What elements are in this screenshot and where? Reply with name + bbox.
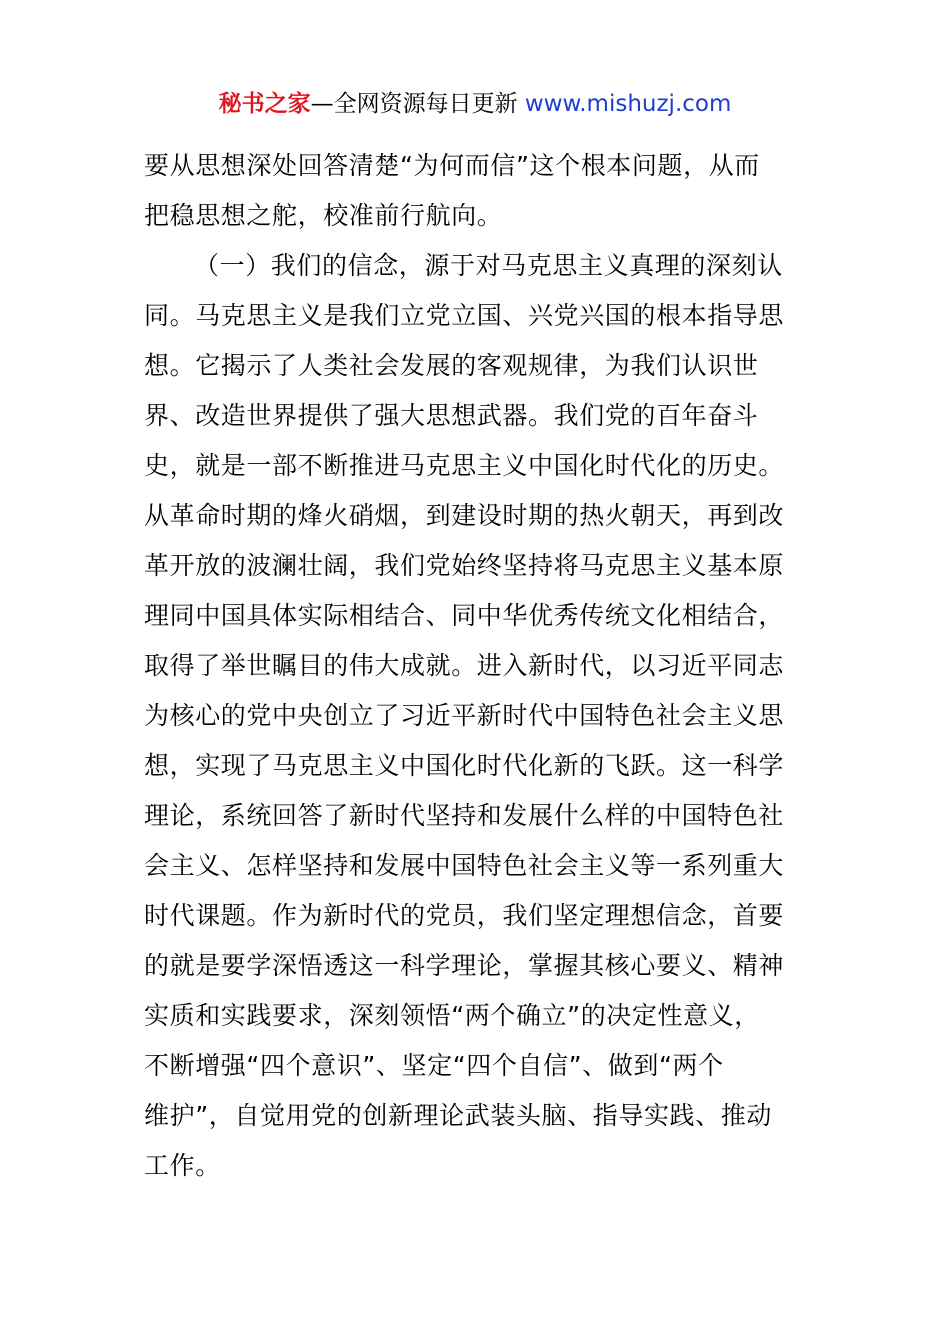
text-line: 革开放的波澜壮阔，我们党始终坚持将马克思主义基本原 xyxy=(144,551,785,580)
text-line: 想。它揭示了人类社会发展的客观规律，为我们认识世 xyxy=(144,351,759,380)
text-line: 工作。 xyxy=(144,1151,221,1180)
text-line: 想，实现了马克思主义中国化时代化新的飞跃。这一科学 xyxy=(144,751,785,780)
document-body xyxy=(144,141,810,1191)
text-line: 不断增强“四个意识”、坚定“四个自信”、做到“两个 xyxy=(144,1051,724,1080)
text-line: 为核心的党中央创立了习近平新时代中国特色社会主义思 xyxy=(144,701,785,730)
text-line: 界、改造世界提供了强大思想武器。我们党的百年奋斗 xyxy=(144,401,759,430)
text-line: 维护”，自觉用党的创新理论武装头脑、指导实践、推动 xyxy=(144,1101,772,1130)
text-line: 实质和实践要求，深刻领悟“两个确立”的决定性意义， xyxy=(144,1001,760,1030)
text-line: 取得了举世瞩目的伟大成就。进入新时代，以习近平同志 xyxy=(144,651,785,680)
text-line: 把稳思想之舵，校准前行航向。 xyxy=(144,201,503,230)
text-line: 理论，系统回答了新时代坚持和发展什么样的中国特色社 xyxy=(144,801,785,830)
text-line: 的就是要学深悟透这一科学理论，掌握其核心要义、精神 xyxy=(144,951,785,980)
header-tagline: —全网资源每日更新 xyxy=(310,91,518,117)
text-line: 时代课题。作为新时代的党员，我们坚定理想信念，首要 xyxy=(144,901,785,930)
text-line: 会主义、怎样坚持和发展中国特色社会主义等一系列重大 xyxy=(144,851,785,880)
brand-name: 秘书之家 xyxy=(218,91,311,117)
text-line: 要从思想深处回答清楚“为何而信”这个根本问题，从而 xyxy=(144,151,760,180)
site-url-link[interactable]: www.mishuzj.com xyxy=(524,91,732,117)
text-line: 史，就是一部不断推进马克思主义中国化时代化的历史。 xyxy=(144,451,785,480)
page-header xyxy=(0,86,950,122)
section-heading-line: （一）我们的信念，源于对马克思主义真理的深刻认 xyxy=(194,251,783,280)
text-line: 理同中国具体实际相结合、同中华优秀传统文化相结合， xyxy=(144,601,785,630)
text-line: 同。马克思主义是我们立党立国、兴党兴国的根本指导思 xyxy=(144,301,785,330)
text-line: 从革命时期的烽火硝烟，到建设时期的热火朝天，再到改 xyxy=(144,501,785,530)
